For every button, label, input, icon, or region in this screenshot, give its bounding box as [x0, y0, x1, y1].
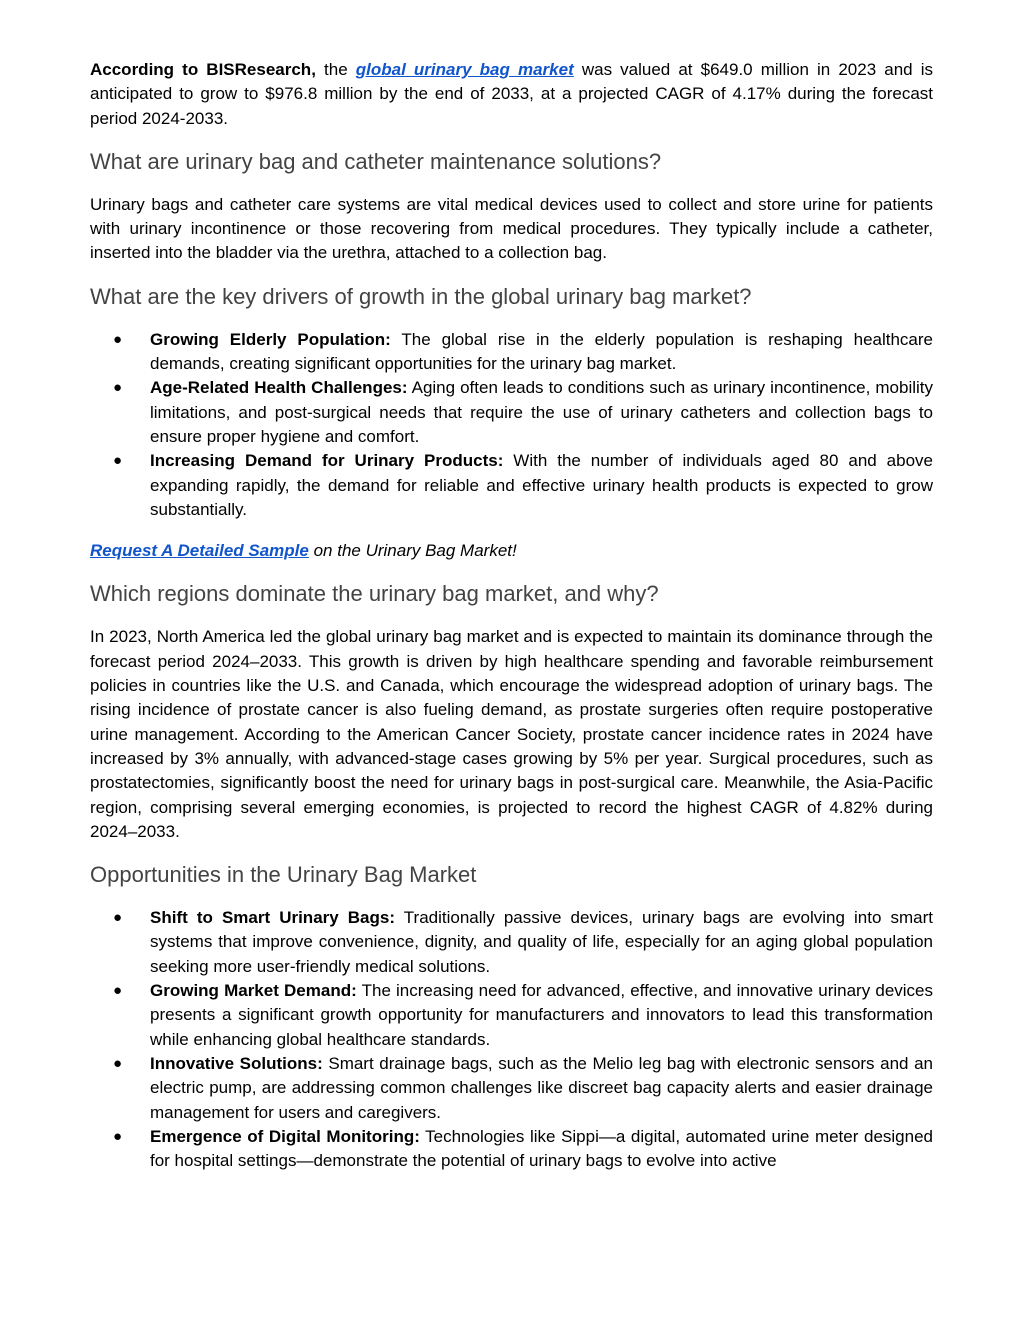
- bullet-text: The increasing need for advanced, effective, and innovative urinary devices presents a significant growth opportunity for manufacturers and innovators to lead this transformation while enhancing global healthcare standards.: [150, 981, 934, 1049]
- regions-paragraph: In 2023, North America led the global urinary bag market and is expected to maintain its dominance through the forecast period 2024–2033. This growth is driven by high healthcare spending and favorable reimbursement policies in countries like the U.S. and Canada, which encourage the widespread adoption of urinary bags. The rising incidence of prostate cancer is also fueling demand, as prostate surgeries often require postoperative urine management. According to the American Cancer Society, prostate cancer incidence rates in 2024 have increased by 3% annually, with advanced-stage cases growing by 5% per year. Surgical procedures, such as prostatectomies, significantly boost the need for urinary bags in post-surgical care. Meanwhile, the Asia-Pacific region, comprising several emerging economies, is projected to record the highest CAGR of 4.82% during 2024–2033.: [90, 627, 933, 841]
- bullet-text: Aging often leads to conditions such as urinary incontinence, mobility limitations, and post-surgical needs that require the use of urinary catheters and collection bags to ensure proper hygiene and comfort.: [150, 378, 933, 446]
- solutions-paragraph: Urinary bags and catheter care systems are vital medical devices used to collect and store urine for patients with urinary incontinence or those recovering from medical procedures. They typically include a catheter, inserted into the bladder via the urethra, attached to a collection bag.: [90, 194, 933, 263]
- drivers-list: [90, 328, 933, 522]
- list-item: [90, 449, 933, 522]
- bullet-term: Age-Related Health Challenges:: [150, 378, 408, 398]
- sample-request-suffix: on the Urinary Bag Market!: [308, 541, 517, 561]
- list-item: [90, 979, 933, 1052]
- bullet-icon: ●: [113, 1127, 123, 1145]
- section-heading-solutions: What are urinary bag and catheter maintenance solutions?: [90, 148, 662, 174]
- bullet-term: Innovative Solutions:: [150, 1053, 323, 1073]
- request-sample-link[interactable]: Request A Detailed Sample: [90, 541, 309, 561]
- bullet-text: With the number of individuals aged 80 and above expanding rapidly, the demand for reliable and effective urinary health products is expected to grow substantially.: [150, 451, 933, 519]
- intro-lead: According to BISResearch,: [90, 60, 316, 79]
- sample-request-line: [90, 539, 933, 563]
- section-heading-opportunities: Opportunities in the Urinary Bag Market: [90, 862, 477, 888]
- section-heading-drivers: What are the key drivers of growth in the global urinary bag market?: [90, 283, 752, 309]
- document-content: [90, 58, 933, 1173]
- bullet-text: Smart drainage bags, such as the Melio leg bag with electronic sensors and an electric pump, are addressing common challenges like discreet bag capacity alerts and easier drainage management for users and caregivers.: [150, 1053, 933, 1122]
- bullet-icon: ●: [113, 330, 123, 348]
- list-item: [90, 1125, 933, 1174]
- bullet-text: Traditionally passive devices, urinary bags are evolving into smart systems that improve convenience, dignity, and quality of life, especially for an aging global population seeking more user-friendly medical solutions.: [150, 908, 933, 976]
- bullet-term: Growing Elderly Population:: [150, 329, 391, 349]
- bullet-term: Increasing Demand for Urinary Products:: [150, 451, 504, 471]
- list-item: [90, 328, 933, 377]
- bullet-icon: ●: [113, 1054, 123, 1072]
- bullet-term: Shift to Smart Urinary Bags:: [150, 908, 396, 928]
- section-heading-regions: Which regions dominate the urinary bag market, and why?: [90, 581, 659, 607]
- list-item: [90, 906, 933, 979]
- bullet-term: Emergence of Digital Monitoring:: [150, 1126, 420, 1146]
- bullet-icon: ●: [113, 982, 123, 1000]
- bullet-term: Growing Market Demand:: [150, 981, 357, 1001]
- bullet-icon: ●: [113, 909, 123, 927]
- opportunities-list: [90, 906, 933, 1173]
- intro-paragraph: [90, 58, 933, 131]
- bullet-icon: ●: [113, 452, 123, 470]
- intro-post-link: was valued at $649.0 million in 2023 and is anticipated to grow to $976.8 million by the end of 2033, at a projected CAGR of 4.17% during the forecast period 2024-2033.: [90, 60, 933, 128]
- list-item: [90, 1052, 933, 1125]
- bullet-text: Technologies like Sippi—a digital, automated urine meter designed for hospital settings—demonstrate the potential of urinary bags to evolve into active: [150, 1126, 933, 1171]
- bullet-icon: ●: [113, 379, 123, 397]
- bullet-text: The global rise in the elderly population is reshaping healthcare demands, creating significant opportunities for the urinary bag market.: [150, 329, 934, 374]
- market-report-link[interactable]: global urinary bag market: [355, 60, 574, 79]
- list-item: [90, 376, 933, 449]
- intro-pre-link: the: [315, 60, 356, 79]
